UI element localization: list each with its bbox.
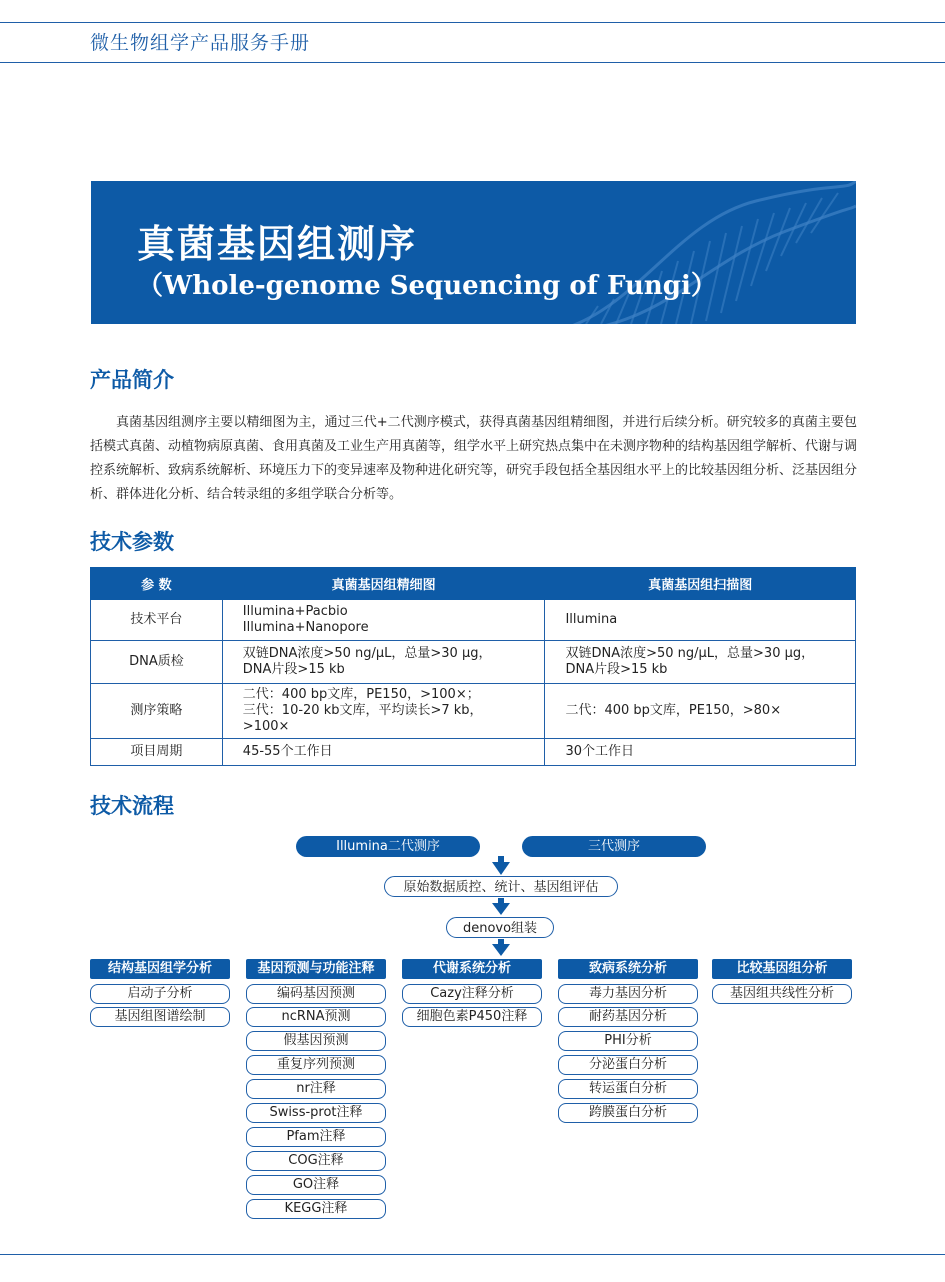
flow-item: Pfam注释 (246, 1127, 386, 1147)
cell-line: 双链DNA浓度>50 ng/μL，总量>30 μg， (242, 646, 492, 661)
row-label: DNA质检 (91, 641, 223, 684)
flow-item: 重复序列预测 (246, 1055, 386, 1075)
down-arrow-icon (492, 944, 510, 956)
params-heading: 技术参数 (90, 530, 174, 554)
banner-title-en: （Whole-genome Sequencing of Fungi） (137, 271, 717, 301)
cell-line: Illumina+Nanopore (242, 620, 369, 635)
cell-line: DNA片段>15 kb (565, 662, 668, 677)
flow-item: 细胞色素P450注释 (402, 1007, 542, 1027)
flow-item: GO注释 (246, 1175, 386, 1195)
banner-title-cn: 真菌基因组测序 (137, 222, 418, 266)
flow-item: 基因组图谱绘制 (90, 1007, 230, 1027)
flow-item: nr注释 (246, 1079, 386, 1099)
flow-item: 启动子分析 (90, 984, 230, 1004)
flow-item: PHI分析 (558, 1031, 698, 1051)
cell-line: 30个工作日 (565, 744, 634, 759)
flow-item: 编码基因预测 (246, 984, 386, 1004)
flow-item: 毒力基因分析 (558, 984, 698, 1004)
flow-item: 转运蛋白分析 (558, 1079, 698, 1099)
row-label: 测序策略 (91, 684, 223, 739)
cell-line: Illumina (565, 612, 618, 627)
intro-heading: 产品简介 (90, 368, 174, 392)
down-arrow-icon (492, 903, 510, 915)
category-structural: 结构基因组学分析 (90, 959, 230, 979)
cell-line: Illumina+Pacbio (242, 604, 348, 619)
params-header-cell: 真菌基因组扫描图 (545, 568, 856, 600)
flow-item: Swiss-prot注释 (246, 1103, 386, 1123)
flow-item: KEGG注释 (246, 1199, 386, 1219)
flow-illumina: Illumina二代测序 (296, 836, 480, 857)
header-title: 微生物组学产品服务手册 (90, 32, 311, 54)
row-label: 技术平台 (91, 600, 223, 641)
intro-paragraph: 真菌基因组测序主要以精细图为主，通过三代+二代测序模式，获得真菌基因组精细图，并进行后续分析。研究较多的真菌主要包括模式真菌、动植物病原真菌、食用真菌及工业生产用真菌等，组学水平上研究热点集中在未测序物种的结构基因组学解析、代谢与调控系统解析、致病系统解析、环境压力下的变异速率及物种进化研究等，研究手段包括全基因组水平上的比较基因组分析、泛基因组分析、群体进化分析、结合转录组的多组学联合分析等。 (90, 415, 858, 502)
flow-item: 跨膜蛋白分析 (558, 1103, 698, 1123)
flow-assembly-step: denovo组装 (446, 917, 554, 938)
flow-item: 基因组共线性分析 (712, 984, 852, 1004)
category-annotation: 基因预测与功能注释 (246, 959, 386, 979)
category-comparative: 比较基因组分析 (712, 959, 852, 979)
flow-third-gen: 三代测序 (522, 836, 706, 857)
flow-item: Cazy注释分析 (402, 984, 542, 1004)
category-pathogenic: 致病系统分析 (558, 959, 698, 979)
down-arrow-icon (492, 862, 510, 875)
flow-qc-step: 原始数据质控、统计、基因组评估 (384, 876, 618, 897)
cell-line: 二代：400 bp文库，PE150，>100×； (242, 687, 480, 702)
footer-rule (0, 1254, 945, 1255)
flow-item: 分泌蛋白分析 (558, 1055, 698, 1075)
category-metabolic: 代谢系统分析 (402, 959, 542, 979)
params-header-cell: 真菌基因组精细图 (222, 568, 545, 600)
flow-item: 耐药基因分析 (558, 1007, 698, 1027)
flow-item: ncRNA预测 (246, 1007, 386, 1027)
flow-heading: 技术流程 (90, 794, 174, 818)
cell-line: DNA片段>15 kb (242, 662, 345, 677)
cell-line: 45-55个工作日 (242, 744, 333, 759)
cell-line: 三代：10-20 kb文库，平均读长>7 kb，>100× (242, 703, 483, 734)
flow-item: 假基因预测 (246, 1031, 386, 1051)
cell-line: 二代：400 bp文库，PE150，>80× (565, 703, 782, 718)
flow-item: COG注释 (246, 1151, 386, 1171)
cell-line: 双链DNA浓度>50 ng/μL，总量>30 μg， (565, 646, 815, 661)
row-label: 项目周期 (91, 739, 223, 766)
params-header-cell: 参 数 (91, 568, 223, 600)
